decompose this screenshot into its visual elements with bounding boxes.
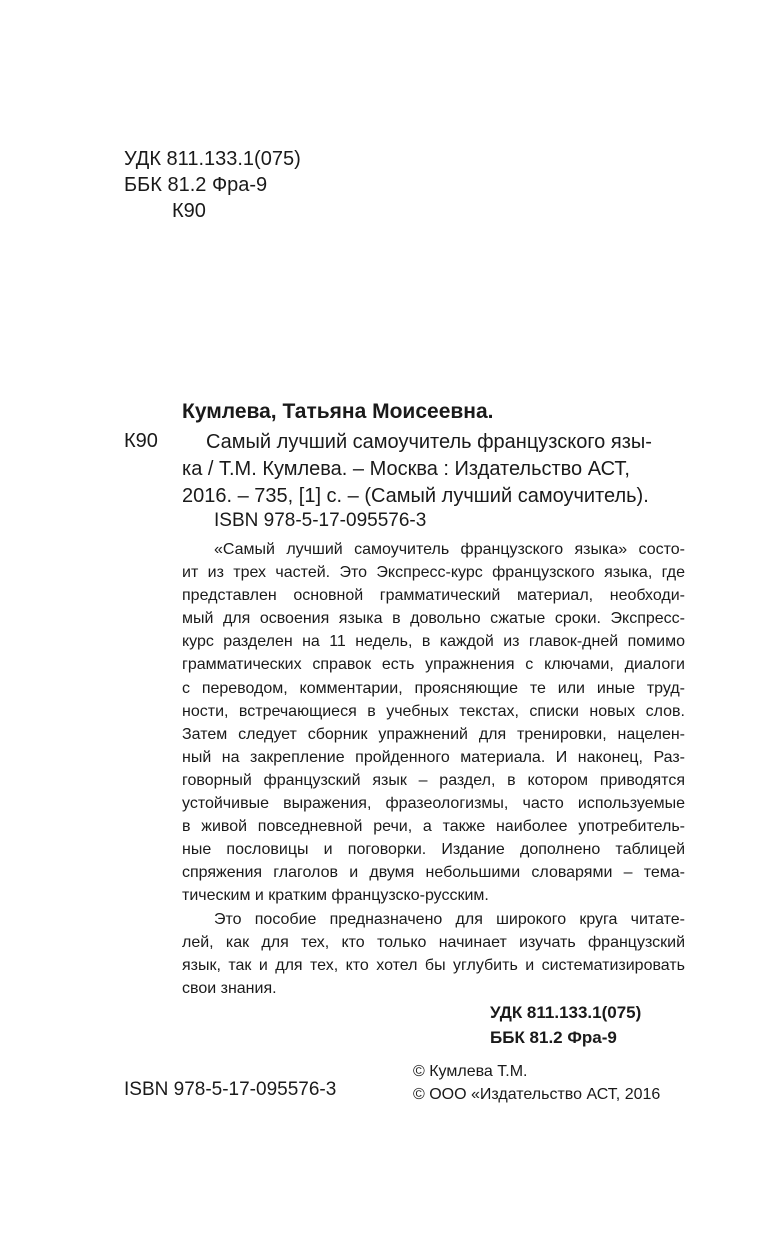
- annotation-line: представлен основной грамматический материал, необходи-: [182, 587, 685, 605]
- author-name: Кумлева, Татьяна Моисеевна.: [182, 400, 494, 423]
- entry-isbn: ISBN 978-5-17-095576-3: [214, 510, 427, 531]
- annotation-line: язык, так и для тех, кто хотел бы углубить и систематизировать: [182, 956, 685, 974]
- annotation-line: спряжения глаголов и двумя небольшими словарями – тема-: [182, 864, 685, 882]
- udc-code-bold: УДК 811.133.1(075): [490, 1003, 642, 1022]
- annotation-line: говорный французский язык – раздел, в котором приводятся: [182, 771, 685, 789]
- annotation-line: с переводом, комментарии, проясняющие те или иные труд-: [182, 679, 685, 697]
- annotation-line: мый для освоения языка в довольно сжатые сроки. Экспресс-: [182, 610, 685, 628]
- annotation-line: свои знания.: [182, 979, 277, 997]
- annotation-line: грамматических справок есть упражнения с ключами, диалоги: [182, 656, 685, 674]
- annotation-line: Это пособие предназначено для широкого круга читате-: [214, 910, 685, 928]
- bbk-code: ББК 81.2 Фра-9: [124, 174, 268, 196]
- entry-line: 2016. – 735, [1] с. – (Самый лучший самоучитель).: [182, 485, 649, 507]
- copyright-publisher: © ООО «Издательство АСТ, 2016: [413, 1086, 661, 1103]
- annotation-line: в живой повседневной речи, а также наиболее употребитель-: [182, 818, 685, 836]
- annotation-line: лей, как для тех, кто только начинает изучать французский: [182, 933, 685, 951]
- bbk-code-bold: ББК 81.2 Фра-9: [490, 1028, 617, 1047]
- author-mark: К90: [172, 200, 206, 222]
- entry-line: Самый лучший самоучитель французского язы-: [206, 431, 652, 453]
- annotation-line: ные пословицы и поговорки. Издание дополнено таблицей: [182, 841, 685, 859]
- annotation: [182, 538, 685, 1000]
- entry-author-mark: К90: [124, 430, 158, 452]
- annotation-line: ит из трех частей. Это Экспресс-курс французского языка, где: [182, 564, 685, 582]
- annotation-line: «Самый лучший самоучитель французского языка» состо-: [214, 541, 685, 558]
- entry-line: ка / Т.М. Кумлева. – Москва : Издательство АСТ,: [182, 458, 630, 480]
- annotation-line: Затем следует сборник упражнений для тренировки, нацелен-: [182, 725, 685, 743]
- copyright-author: © Кумлева Т.М.: [413, 1063, 528, 1080]
- bibliographic-entry: [182, 429, 694, 510]
- footer-isbn: ISBN 978-5-17-095576-3: [124, 1079, 337, 1100]
- udc-code: УДК 811.133.1(075): [124, 148, 301, 170]
- annotation-line: ный на закрепление пройденного материала. И наконец, Раз-: [182, 748, 685, 766]
- annotation-line: устойчивые выражения, фразеологизмы, часто используемые: [182, 795, 685, 813]
- annotation-line: ности, встречающиеся в учебных текстах, списки новых слов.: [182, 702, 685, 720]
- annotation-line: тическим и кратким французско-русским.: [182, 887, 489, 905]
- annotation-line: курс разделен на 11 недель, в каждой из главок-дней помимо: [182, 633, 685, 651]
